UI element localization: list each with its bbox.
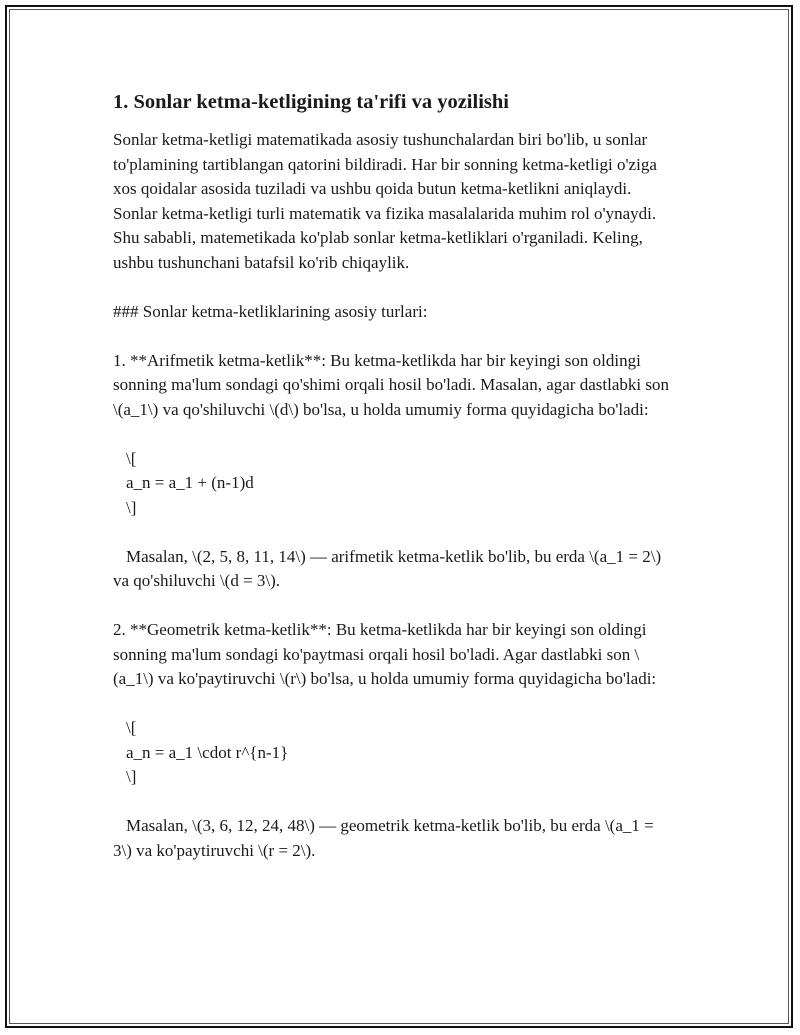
section-heading: ### Sonlar ketma-ketliklarining asosiy turlari: — [113, 301, 428, 321]
item-2-formula — [113, 716, 673, 790]
item-1-text: 1. **Arifmetik ketma-ketlik**: Bu ketma-ketlikda har bir keyingi son oldingi sonning ma'lum sondagi qo'shimi orqali hosil bo'ladi. Masalan, agar dastlabki son \(a_1\) va qo'shiluvchi \(d\) bo'lsa, u holda umumiy forma quyidagicha bo'ladi: — [113, 350, 669, 419]
math-open: \[ — [126, 718, 137, 737]
item-1-formula — [113, 447, 673, 521]
math-formula: a_n = a_1 + (n-1)d — [126, 473, 254, 492]
item-2-example: Masalan, \(3, 6, 12, 24, 48\) — geometrik ketma-ketlik bo'lib, bu erda \(a_1 = 3\) va ko'paytiruvchi \(r = 2\). — [113, 816, 654, 860]
document-body — [113, 88, 673, 863]
math-close: \] — [126, 497, 137, 517]
document-title: 1. Sonlar ketma-ketligining ta'rifi va yozilishi — [113, 91, 509, 113]
math-formula: a_n = a_1 \cdot r^{n-1} — [126, 742, 289, 762]
intro-paragraph: Sonlar ketma-ketligi matematikada asosiy tushunchalardan biri bo'lib, u sonlar to'plamining tartiblangan qatorini bildiradi. Har bir sonning ketma-ketligi o'ziga xos qoidalar asosida tuziladi va ushbu qoida butun ketma-ketlikni aniqlaydi. Sonlar ketma-ketligi turli matematik va fizika masalalarida muhim rol o'ynaydi. Shu sababli, matemetikada ko'plab sonlar ketma-ketliklari o'rganiladi. Keling, ushbu tushunchani batafsil ko'rib chiqaylik. — [113, 130, 657, 272]
math-open: \[ — [126, 448, 137, 468]
item-1-example: Masalan, \(2, 5, 8, 11, 14\) — arifmetik ketma-ketlik bo'lib, bu erda \(a_1 = 2\) va qo'shiluvchi \(d = 3\). — [113, 546, 662, 590]
math-close: \] — [126, 767, 137, 786]
item-2-text: 2. **Geometrik ketma-ketlik**: Bu ketma-ketlikda har bir keyingi son oldingi sonning ma'lum sondagi ko'paytmasi orqali hosil bo'ladi. Agar dastlabki son \(a_1\) va ko'paytiruvchi \(r\) bo'lsa, u holda umumiy forma quyidagicha bo'ladi: — [113, 620, 657, 688]
